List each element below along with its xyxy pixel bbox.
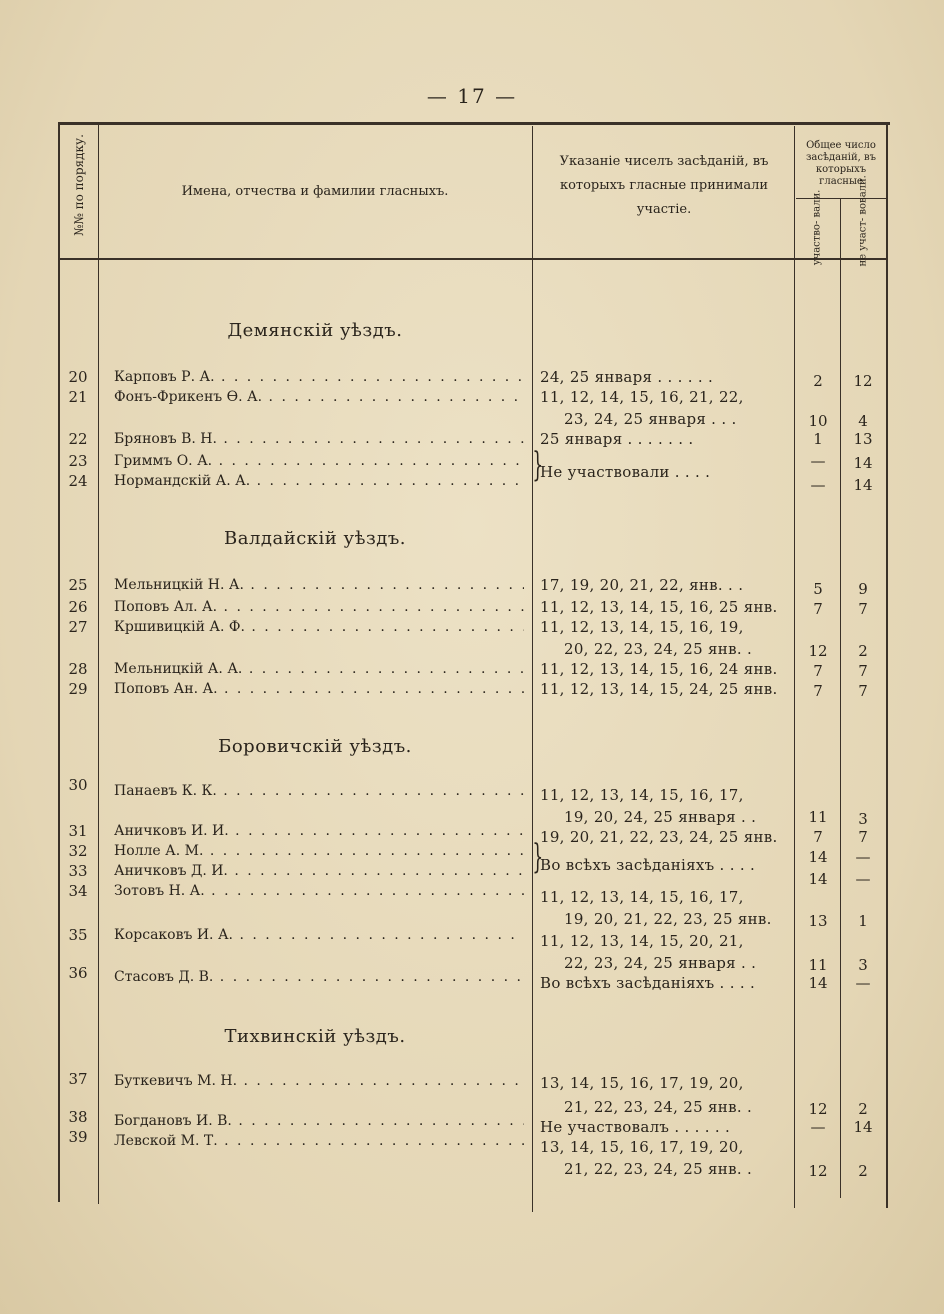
district-heading: Боровичскій уѣздъ. — [218, 736, 412, 757]
row-number: 22 — [68, 430, 88, 448]
member-name: Кршивицкій А. Ф. . . . — [114, 616, 524, 638]
session-dates: Во всѣхъ засѣданіяхъ . . . . — [540, 856, 756, 874]
count-participated: 7 — [813, 828, 823, 846]
row-number: 24 — [68, 472, 88, 490]
table-row — [0, 574, 944, 596]
header-col-part: участво- вали. — [811, 189, 823, 266]
table-row — [0, 616, 944, 638]
member-name: Аничковъ Д. И. . . . — [114, 860, 524, 882]
header-col-total-line-3: которыхъ — [815, 164, 867, 175]
member-name: Гриммъ О. А. . . . — [114, 450, 524, 472]
count-participated: 11 — [808, 956, 828, 974]
header-col-total-line-2: засѣданій, въ — [805, 152, 877, 163]
member-name: Корсаковъ И. А. . . . — [114, 924, 524, 946]
table-row — [0, 924, 944, 950]
count-not-participated: 2 — [858, 1162, 868, 1180]
table-row — [0, 366, 944, 388]
count-not-participated: 7 — [858, 682, 868, 700]
header-col-notpart: не участ- вовали. — [857, 175, 869, 267]
count-participated: 7 — [813, 682, 823, 700]
session-dates: 11, 12, 13, 14, 15, 16, 17, — [540, 888, 744, 906]
member-name: Стасовъ Д. В. . . . — [114, 966, 524, 988]
count-not-participated: — — [855, 974, 871, 992]
count-not-participated: 9 — [858, 580, 868, 598]
row-number: 27 — [68, 618, 88, 636]
count-not-participated: 2 — [858, 642, 868, 660]
row-number: 34 — [68, 882, 88, 900]
table-row-continuation — [0, 408, 944, 430]
row-number: 25 — [68, 576, 88, 594]
session-dates: 11, 12, 13, 14, 15, 16, 24 янв. — [540, 660, 778, 678]
member-name: Аничковъ И. И. . . . — [114, 820, 524, 842]
count-participated: 7 — [813, 600, 823, 618]
row-number: 28 — [68, 660, 88, 678]
session-dates: 11, 12, 14, 15, 16, 21, 22, — [540, 388, 744, 406]
table-top-rule — [60, 122, 890, 125]
row-number: 35 — [68, 926, 88, 944]
member-name: Зотовъ Н. А. . . . — [114, 880, 524, 902]
header-bottom-rule — [60, 258, 886, 260]
count-not-participated: — — [855, 870, 871, 888]
header-col-dates-line-2: которыхъ гласные принимали — [559, 178, 769, 193]
count-participated: 12 — [808, 642, 828, 660]
member-name: Левской М. Т. . . . — [114, 1130, 524, 1152]
count-participated: — — [810, 476, 826, 494]
count-participated: 10 — [808, 412, 828, 430]
table-row — [0, 880, 944, 906]
member-name: Нормандскій А. А. . . . — [114, 470, 524, 492]
row-number: 23 — [68, 452, 88, 470]
row-number: 39 — [68, 1128, 88, 1146]
table-row-continuation — [0, 1158, 944, 1180]
count-not-participated: 12 — [853, 372, 873, 390]
count-not-participated: 1 — [858, 912, 868, 930]
member-name: Нолле А. М. . . . — [114, 840, 524, 862]
count-not-participated: 7 — [858, 662, 868, 680]
member-name: Мельницкій А. А. . . . — [114, 658, 524, 680]
member-name: Поповъ Ан. А. . . . — [114, 678, 524, 700]
header-col-name: Имена, отчества и фамилии гласныхъ. — [181, 184, 449, 199]
count-participated: 11 — [808, 808, 828, 826]
session-dates: 19, 20, 21, 22, 23, 24, 25 янв. — [540, 828, 778, 846]
session-dates: 11, 12, 13, 14, 15, 16, 19, — [540, 618, 744, 636]
session-dates: 19, 20, 21, 22, 23, 25 янв. — [564, 910, 772, 928]
table-row — [0, 962, 944, 992]
session-dates: 23, 24, 25 января . . . — [564, 410, 737, 428]
row-number: 29 — [68, 680, 88, 698]
table-row — [0, 470, 944, 492]
subheader-rule — [796, 198, 886, 199]
session-dates: 19, 20, 24, 25 января . . — [564, 808, 757, 826]
row-number: 30 — [68, 776, 88, 794]
table-row — [0, 1126, 944, 1156]
session-dates: Не участвовали . . . . — [540, 463, 711, 481]
row-number: 31 — [68, 822, 88, 840]
count-not-participated: 7 — [858, 828, 868, 846]
session-dates: 11, 12, 13, 14, 15, 16, 17, — [540, 786, 744, 804]
session-dates: 20, 22, 23, 24, 25 янв. . — [564, 640, 753, 658]
row-number: 20 — [68, 368, 88, 386]
session-dates: 21, 22, 23, 24, 25 янв. . — [564, 1160, 753, 1178]
table-row — [0, 658, 944, 680]
member-name: Карповъ Р. А. . . . — [114, 366, 524, 388]
count-participated: 14 — [808, 848, 828, 866]
count-not-participated: 2 — [858, 1100, 868, 1118]
count-not-participated: 7 — [858, 600, 868, 618]
table-row — [0, 774, 944, 804]
count-not-participated: 13 — [853, 430, 873, 448]
count-participated: 12 — [808, 1100, 828, 1118]
table-row — [0, 860, 944, 888]
brace-icon: } — [532, 445, 544, 485]
header-col-dates-line-1: Указаніе чиселъ засѣданій, въ — [559, 154, 769, 169]
table-row-continuation — [0, 638, 944, 660]
row-number: 26 — [68, 598, 88, 616]
session-dates: 21, 22, 23, 24, 25 янв. . — [564, 1098, 753, 1116]
count-not-participated: 14 — [853, 454, 873, 472]
count-participated: — — [810, 452, 826, 470]
count-participated: 13 — [808, 912, 828, 930]
session-dates: 25 января . . . . . . . — [540, 430, 694, 448]
session-dates: 13, 14, 15, 16, 17, 19, 20, — [540, 1074, 744, 1092]
table-row — [0, 596, 944, 618]
count-participated: — — [810, 1118, 826, 1136]
district-heading: Тихвинскій уѣздъ. — [224, 1026, 406, 1047]
count-not-participated: — — [855, 848, 871, 866]
session-dates: 11, 12, 13, 14, 15, 20, 21, — [540, 932, 744, 950]
table-row — [0, 678, 944, 700]
member-name: Поповъ Ал. А. . . . — [114, 596, 524, 618]
member-name: Богдановъ И. В. . . . — [114, 1110, 524, 1132]
header-col-dates — [536, 150, 792, 222]
count-not-participated: 14 — [853, 1118, 873, 1136]
count-participated: 12 — [808, 1162, 828, 1180]
member-name: Буткевичъ М. Н. . . . — [114, 1070, 524, 1092]
row-number: 38 — [68, 1108, 88, 1126]
session-dates: Во всѣхъ засѣданіяхъ . . . . — [540, 974, 756, 992]
count-not-participated: 3 — [858, 956, 868, 974]
session-dates: 17, 19, 20, 21, 22, янв. . . — [540, 576, 744, 594]
header-col-total-line-4: гласные — [819, 176, 863, 187]
table-row — [0, 820, 944, 846]
header-col-total — [797, 140, 885, 188]
table-row — [0, 1106, 944, 1136]
header-col-num: №№ по порядку. — [72, 134, 86, 236]
header-col-dates-line-3: участіе. — [636, 202, 692, 217]
district-heading: Демянскій уѣздъ. — [227, 320, 403, 341]
row-number: 32 — [68, 842, 88, 860]
count-not-participated: 4 — [858, 412, 868, 430]
header-col-total-line-1: Общее число — [806, 140, 876, 151]
count-participated: 5 — [813, 580, 823, 598]
row-number: 21 — [68, 388, 88, 406]
member-name: Мельницкій Н. А. . . . — [114, 574, 524, 596]
table-row — [0, 1068, 944, 1090]
count-participated: 7 — [813, 662, 823, 680]
count-participated: 14 — [808, 870, 828, 888]
count-participated: 14 — [808, 974, 828, 992]
count-participated: 1 — [813, 430, 823, 448]
district-heading: Валдайскій уѣздъ. — [223, 528, 407, 549]
count-not-participated: 14 — [853, 476, 873, 494]
member-name: Бряновъ В. Н. . . . — [114, 428, 524, 450]
session-dates: 24, 25 января . . . . . . — [540, 368, 714, 386]
session-dates: 22, 23, 24, 25 января . . — [564, 954, 757, 972]
brace-icon: } — [532, 837, 544, 877]
table-row — [0, 386, 944, 408]
row-number: 33 — [68, 862, 88, 880]
count-participated: 2 — [813, 372, 823, 390]
row-number: 37 — [68, 1070, 88, 1088]
row-number: 36 — [68, 964, 88, 982]
member-name: Панаевъ К. К. . . . — [114, 780, 524, 802]
table-row — [0, 428, 944, 450]
count-not-participated: 3 — [858, 810, 868, 828]
member-name: Фонъ-Фрикенъ Ѳ. А. . . . — [114, 386, 524, 408]
session-dates: Не участвовалъ . . . . . . — [540, 1118, 731, 1136]
page-number: — 17 — — [426, 84, 518, 108]
session-dates: 11, 12, 13, 14, 15, 16, 25 янв. — [540, 598, 778, 616]
session-dates: 11, 12, 13, 14, 15, 24, 25 янв. — [540, 680, 778, 698]
session-dates: 13, 14, 15, 16, 17, 19, 20, — [540, 1138, 744, 1156]
